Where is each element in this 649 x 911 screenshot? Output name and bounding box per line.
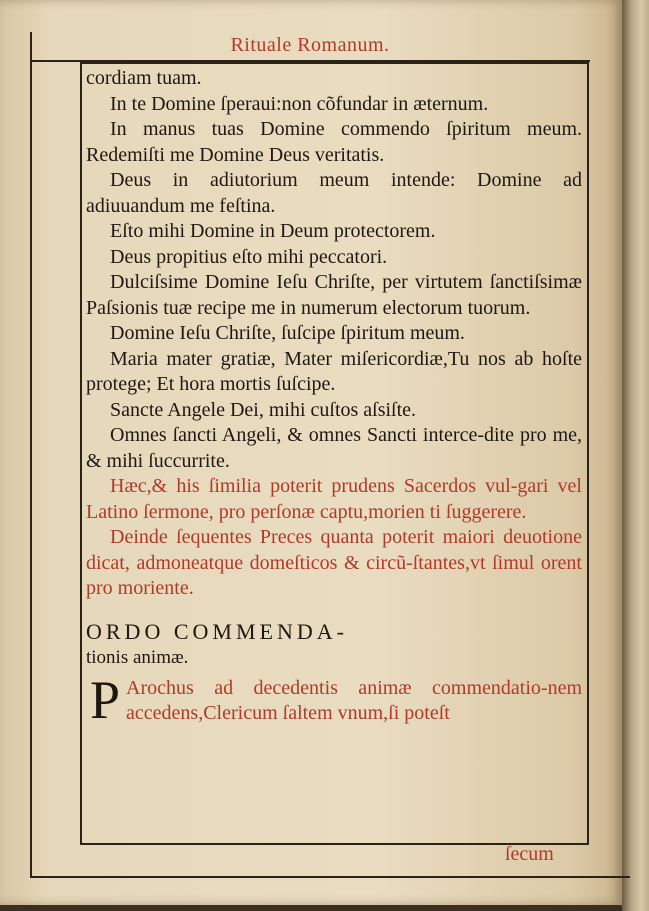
- rubric-paragraph: Hæc,& his ſimilia poterit prudens Sacerdos vul-gari vel Latino ſermone, pro perſonæ captu,morien ti ſuggerere.: [86, 475, 582, 523]
- prayer-line: Dulciſsime Domine Ieſu Chriſte, per virtutem ſanctiſsimæ Paſsionis tuæ recipe me in numerum electorum tuorum.: [86, 271, 582, 319]
- rubric-with-initial: [86, 669, 582, 730]
- line-continuation: cordiam tuam.: [86, 67, 202, 89]
- section-subheading: tionis animæ.: [86, 646, 189, 668]
- bottom-border-rule: [30, 876, 630, 878]
- prayer-line: Sancte Angele Dei, mihi cuſtos aſsiſte.: [110, 398, 417, 421]
- facing-page-edge: [622, 0, 649, 911]
- prayer-line: Maria mater gratiæ, Mater miſericordiæ,Tu nos ab hoſte protege; Et hora mortis ſuſcipe.: [86, 347, 582, 395]
- prayer-line: Omnes ſancti Angeli, & omnes Sancti interce-dite pro me, & mihi ſuccurrite.: [86, 424, 582, 472]
- page-text: [86, 66, 582, 730]
- catchword: ſecum: [505, 843, 554, 865]
- prayer-line: In te Domine ſperaui:non cõfundar in æternum.: [110, 92, 489, 115]
- rubric-paragraph: Deinde ſequentes Preces quanta poterit maiori deuotione dicat, admoneatque domeſticos & circũ-ſtantes,vt ſimul orent pro moriente.: [86, 526, 582, 599]
- prayer-line: In manus tuas Domine commendo ſpiritum meum. Redemiſti me Domine Deus veritatis.: [86, 118, 582, 166]
- prayer-line: Deus propitius eſto mihi peccatori.: [110, 245, 388, 268]
- outer-border-rule: [30, 32, 32, 877]
- prayer-line: Deus in adiutorium meum intende: Domine ad adiuuandum me feſtina.: [86, 169, 582, 217]
- running-header: [30, 32, 590, 62]
- prayer-line: Domine Ieſu Chriſte, ſuſcipe ſpiritum meum.: [110, 322, 465, 344]
- section-heading: ORDO COMMENDA-: [86, 618, 348, 644]
- drop-cap-initial: P: [90, 669, 121, 730]
- prayer-line: Eſto mihi Domine in Deum protectorem.: [110, 220, 436, 242]
- rubric-text: Arochus ad decedentis animæ commendatio-nem accedens,Clericum ſaltem vnum,ſi poteſt: [126, 676, 582, 724]
- running-title: Rituale Romanum.: [230, 34, 390, 56]
